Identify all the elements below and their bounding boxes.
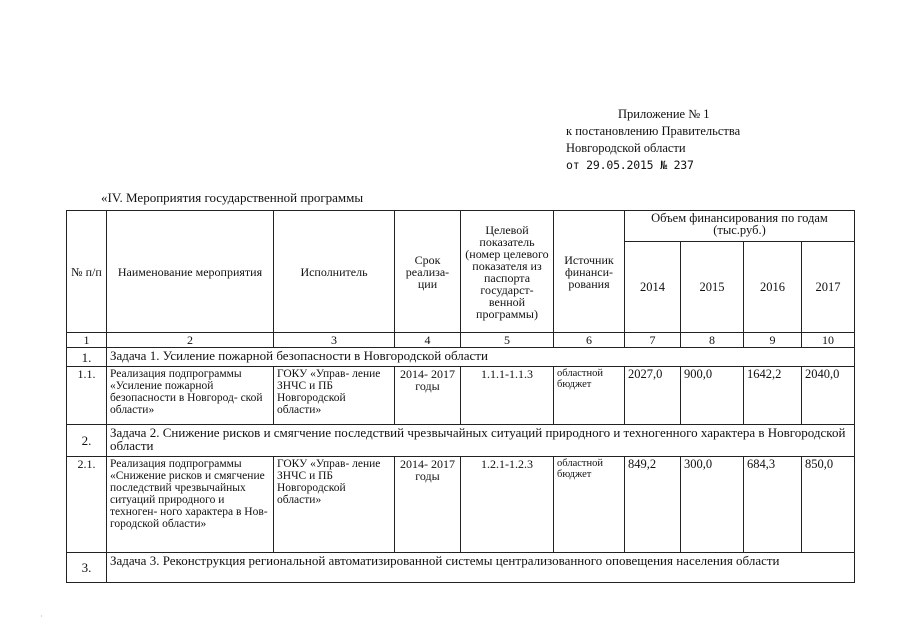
scan-speck: · <box>40 612 43 621</box>
header-financing: Объем финансирования по годам (тыс.руб.) <box>625 211 855 242</box>
row-value-2014: 849,2 <box>625 457 681 553</box>
column-number: 4 <box>395 333 461 348</box>
row-term: 2014- 2017 годы <box>395 457 461 553</box>
row-value-2017: 850,0 <box>802 457 855 553</box>
column-number: 7 <box>625 333 681 348</box>
column-number: 9 <box>744 333 802 348</box>
column-number: 8 <box>681 333 744 348</box>
task-text: Задача 2. Снижение рисков и смягчение последствий чрезвычайных ситуаций природного и техногенного характера в Новгородской области <box>107 425 855 457</box>
row-name: Реализация подпрограммы «Усиление пожарной безопасности в Новгород- ской области» <box>107 367 274 425</box>
header-indicator: Целевой показатель (номер целевого показателя из паспорта государст- венной программы) <box>461 211 554 333</box>
task-text: Задача 3. Реконструкция региональной автоматизированной системы централизованного оповещения населения области <box>107 553 855 583</box>
row-num: 1.1. <box>67 367 107 425</box>
table-row <box>67 367 855 425</box>
row-value-2014: 2027,0 <box>625 367 681 425</box>
task-row <box>67 553 855 583</box>
row-value-2016: 684,3 <box>744 457 802 553</box>
task-row <box>67 425 855 457</box>
header-year-2015: 2015 <box>681 242 744 333</box>
row-source: областной бюджет <box>554 367 625 425</box>
header-name: Наименование мероприятия <box>107 211 274 333</box>
header-executor: Исполнитель <box>274 211 395 333</box>
column-number: 1 <box>67 333 107 348</box>
row-value-2016: 1642,2 <box>744 367 802 425</box>
row-executor: ГОКУ «Управ- ление ЗНЧС и ПБ Новгородской области» <box>274 367 395 425</box>
appendix-line-3: Новгородской области <box>566 141 686 155</box>
column-number: 10 <box>802 333 855 348</box>
appendix-line-1: Приложение № 1 <box>618 107 710 121</box>
program-table <box>66 210 855 583</box>
column-numbers-row <box>67 333 855 348</box>
row-indicator: 1.1.1-1.1.3 <box>461 367 554 425</box>
task-text: Задача 1. Усиление пожарной безопасности в Новгородской области <box>107 348 855 367</box>
task-num: 3. <box>67 553 107 583</box>
column-number: 2 <box>107 333 274 348</box>
row-term: 2014- 2017 годы <box>395 367 461 425</box>
column-number: 3 <box>274 333 395 348</box>
column-number: 5 <box>461 333 554 348</box>
row-value-2017: 2040,0 <box>802 367 855 425</box>
header-year-2017: 2017 <box>802 242 855 333</box>
appendix-line-2: к постановлению Правительства <box>566 124 741 138</box>
row-num: 2.1. <box>67 457 107 553</box>
header-year-2016: 2016 <box>744 242 802 333</box>
appendix-block <box>566 106 740 174</box>
task-num: 2. <box>67 425 107 457</box>
row-executor: ГОКУ «Управ- ление ЗНЧС и ПБ Новгородской области» <box>274 457 395 553</box>
row-indicator: 1.2.1-1.2.3 <box>461 457 554 553</box>
task-row <box>67 348 855 367</box>
row-value-2015: 900,0 <box>681 367 744 425</box>
header-source: Источник финанси- рования <box>554 211 625 333</box>
table-row <box>67 457 855 553</box>
header-year-2014: 2014 <box>625 242 681 333</box>
row-source: областной бюджет <box>554 457 625 553</box>
task-num: 1. <box>67 348 107 367</box>
section-title: «IV. Мероприятия государственной программы <box>101 190 364 205</box>
header-term: Срок реализа- ции <box>395 211 461 333</box>
column-number: 6 <box>554 333 625 348</box>
row-name: Реализация подпрограммы «Снижение рисков и смягчение последствий чрезвычайных ситуаций природного и техноген- ного характера в Нов- городской области» <box>107 457 274 553</box>
appendix-line-4: от 29.05.2015 № 237 <box>566 158 694 172</box>
header-num: № п/п <box>67 211 107 333</box>
row-value-2015: 300,0 <box>681 457 744 553</box>
